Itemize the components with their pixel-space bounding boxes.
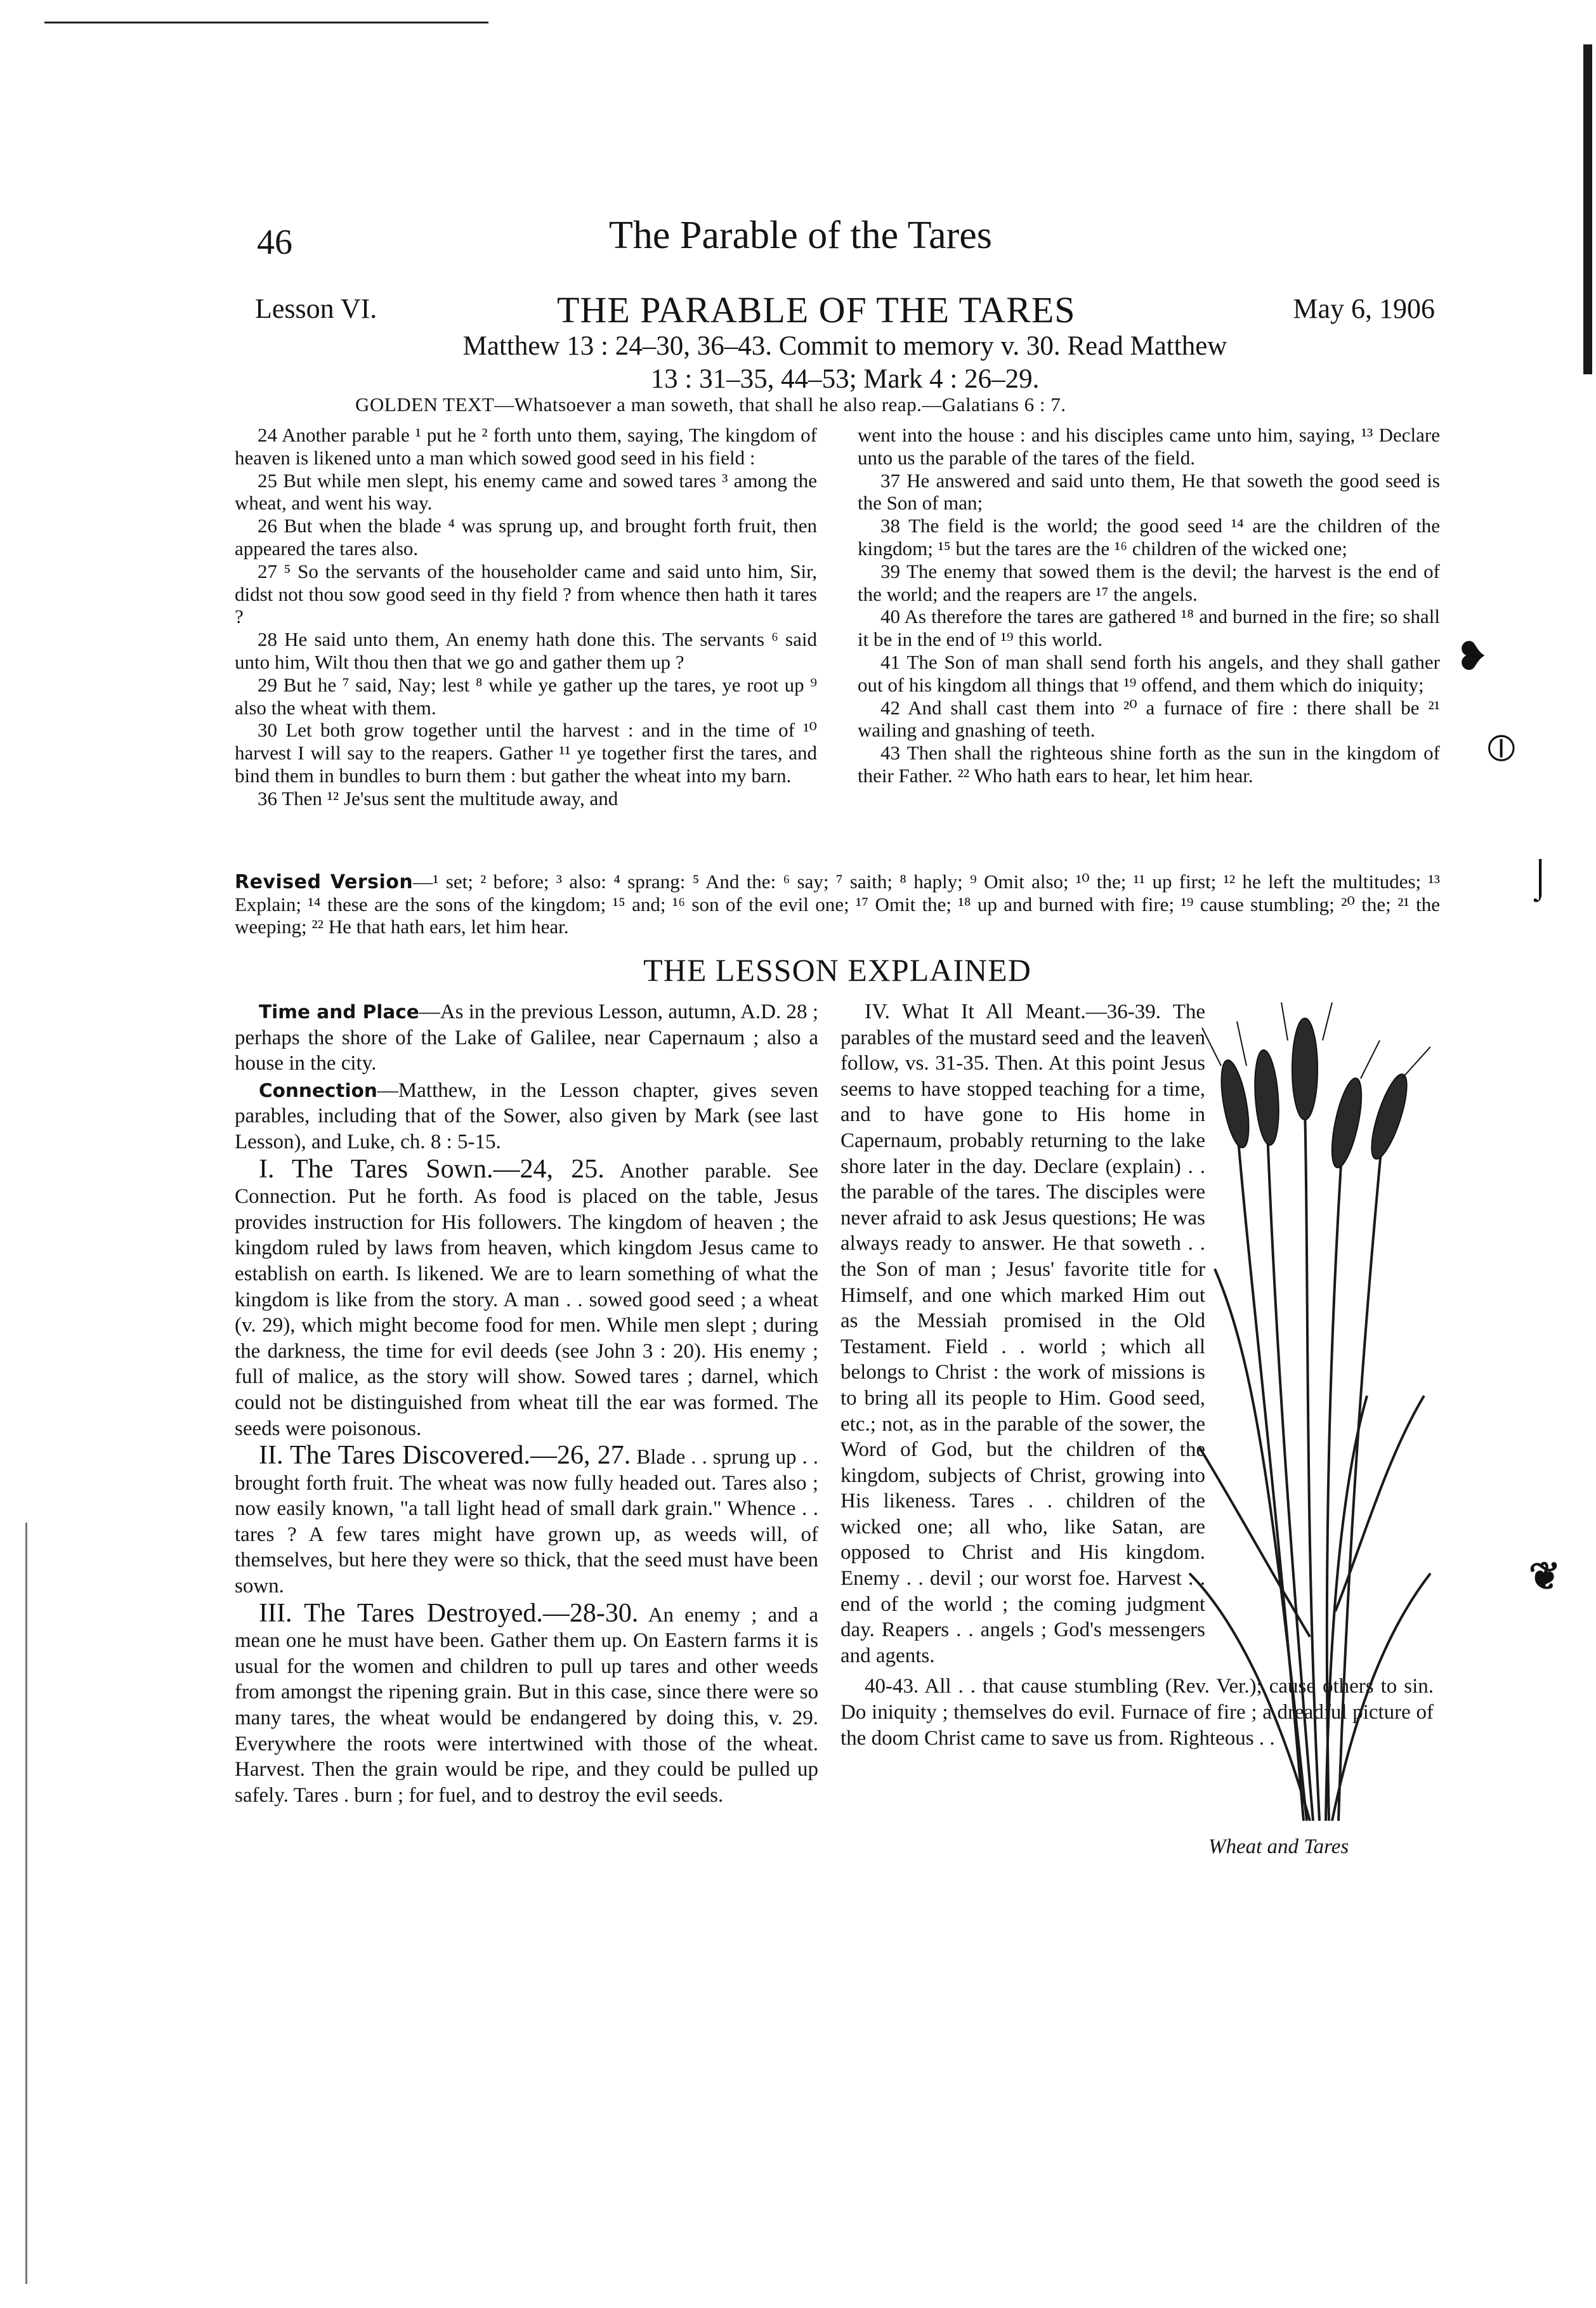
scripture-references xyxy=(255,330,1435,396)
section-text: Blade . . sprung up . . brought forth fruit. The wheat was now fully headed out. Tares also ; now easily known, "a tall light head of small dark grain." Whence . . tares ? A few tares might have grown up, as weeds will, of themselves, but here they were so thick, that the seed must have been sown. xyxy=(235,1446,818,1598)
verse: 36 Then ¹² Je'sus sent the multitude away, and xyxy=(258,787,618,810)
lesson-number: Lesson VI. xyxy=(255,293,377,324)
scripture-text xyxy=(235,424,1440,810)
scripture-left-column xyxy=(235,424,817,810)
top-rule xyxy=(44,22,488,23)
lesson-date: May 6, 1906 xyxy=(1293,293,1435,324)
margin-blot: ❥ xyxy=(1456,636,1488,678)
refs-line-1: Matthew 13 : 24–30, 36–43. Commit to memory v. 30. Read Matthew xyxy=(462,331,1227,361)
lesson-title: THE PARABLE OF THE TARES xyxy=(557,289,1076,331)
section-heading: III. The Tares Destroyed.—28-30. xyxy=(259,1598,639,1628)
paragraph xyxy=(235,1443,818,1599)
verse: 43 Then shall the righteous shine forth as the sun in the kingdom of their Father. ²² Who hath ears to hear, let him hear. xyxy=(858,742,1440,787)
illustration-caption: Wheat and Tares xyxy=(1208,1835,1349,1858)
margin-blot: ⌡ xyxy=(1529,857,1552,899)
paragraph xyxy=(235,1598,818,1809)
paragraph xyxy=(235,1154,819,1442)
verse: 37 He answered and said unto them, He that soweth the good seed is the Son of man; xyxy=(858,469,1440,515)
time-place-text: —As in the previous Lesson, autumn, A.D. 28 ; perhaps the shore of the Lake of Galilee, near Capernaum ; also a house in the city. xyxy=(235,1000,818,1075)
verse: 39 The enemy that sowed them is the devil; the harvest is the end of the world; and the reapers are ¹⁷ the angels. xyxy=(858,560,1440,605)
section-heading: I. The Tares Sown.—24, 25. xyxy=(259,1154,605,1184)
revised-version-text: —¹ set; ² before; ³ also: ⁴ sprang: ⁵ And the: ⁶ say; ⁷ saith; ⁸ haply; ⁹ Omit also; ¹⁰ the; ¹¹ up first; ¹² he left the multitudes; ¹³ Explain; ¹⁴ these are the sons of the kingdom; ¹⁵ and; ¹⁶ son of the evil one; ¹⁷ Omit the; ¹⁸ up and burned with fire; ¹⁹ cause stumbling; ²⁰ the; ²¹ the weeping; ²² He that hath ears, let him hear. xyxy=(235,870,1440,938)
scripture-right-column xyxy=(858,424,1440,810)
paragraph xyxy=(841,999,1205,1669)
paragraph xyxy=(235,999,818,1077)
paragraph xyxy=(235,1078,818,1155)
section-text: An enemy ; and a mean one he must have been. Gather them up. On Eastern farms it is usual for the women and children to pull up tares and other weeds from amongst the ripening grain. But in this case, since there were so many tares, the wheat would be endangered by doing this, v. 29. Everywhere the roots were intertwined with those of the wheat. Harvest. Then the grain would be ripe, and they could be pulled up safely. Tares . burn ; for fuel, and to destroy the evil seeds. xyxy=(235,1603,818,1807)
verse: 25 But while men slept, his enemy came and sowed tares ³ among the wheat, and went his way. xyxy=(235,469,817,515)
verse: 41 The Son of man shall send forth his angels, and they shall gather out of his kingdom all things that ¹⁹ offend, and them which do iniquity; xyxy=(858,650,1440,696)
section-text: Another parable. See Connection. Put he forth. As food is placed on the table, Jesus provides instruction for His followers. The kingdom of heaven ; the kingdom ruled by laws from heaven, which kingdom Jesus came to establish on earth. Is likened. We are to learn something of what the kingdom is like from the story. A man . . sowed good seed ; a wheat (v. 29), which might become food for men. While men slept ; during the darkness, the time for evil deeds (see John 3 : 20). His enemy ; full of malice, as the story will show. Sowed tares ; darnel, which could not be distinguished from wheat till the ear was formed. The seeds were poisonous. xyxy=(235,1159,819,1440)
running-head: The Parable of the Tares xyxy=(609,214,992,257)
verse: 28 He said unto them, An enemy hath done this. The servants ⁶ said unto him, Wilt thou then that we go and gather them up ? xyxy=(235,628,817,673)
section-text: —36-39. The parables of the mustard seed and the leaven follow, vs. 31-35. Then. At this point Jesus seems to have stopped teaching for a time, and to have gone to His home in Capernaum, probably returning to the lake shore later in the day. Declare (explain) . . the parable of the tares. The disciples were never afraid to ask Jesus questions; He was always ready to answer. He that soweth . . the Son of man ; Jesus' favorite title for Himself, and one which marked Him out as the Messiah promised in the Old Testament. Field . . world ; which all belongs to Christ : the work of missions is to bring all its people to Him. Good seed, etc.; not, as in the parable of the sower, the Word of God, but the children of the kingdom, subjects of Christ, growing into His likeness. Tares . . children of the wicked one; all who, like Satan, are opposed to Christ and His kingdom. Enemy . . devil ; our worst foe. Harvest . . end of the world ; the coming judgment day. Reapers . . angels ; God's messengers and agents. xyxy=(841,1000,1205,1667)
section-heading: IV. What It All Meant. xyxy=(865,1000,1086,1023)
refs-line-2: 13 : 31–35, 44–53; Mark 4 : 26–29. xyxy=(650,364,1040,394)
margin-blot: ⦶ xyxy=(1488,727,1515,769)
time-place-label: Time and Place xyxy=(259,1001,419,1023)
margin-speck xyxy=(25,1523,27,2284)
page-number: 46 xyxy=(257,223,292,262)
explanation-left-column xyxy=(235,999,818,1809)
margin-blot: ❦ xyxy=(1529,1556,1561,1597)
verse: 29 But he ⁷ said, Nay; lest ⁸ while ye gather up the tares, ye root up ⁹ also the wheat with them. xyxy=(235,673,817,719)
wheat-and-tares-illustration xyxy=(1177,1002,1443,1827)
golden-text: GOLDEN TEXT—Whatsoever a man soweth, that shall he also reap.—Galatians 6 : 7. xyxy=(355,393,1066,416)
verse: went into the house : and his disciples came unto him, saying, ¹³ Declare unto us the parable of the tares of the field. xyxy=(858,424,1440,469)
verse: 24 Another parable ¹ put he ² forth unto them, saying, The kingdom of heaven is likened unto a man which sowed good seed in his field : xyxy=(235,424,817,469)
section-title: THE LESSON EXPLAINED xyxy=(643,952,1031,988)
lesson-header xyxy=(255,289,1435,333)
revised-version-notes xyxy=(235,870,1440,938)
verse: 40 As therefore the tares are gathered ¹⁸ and burned in the fire; so shall it be in the end of ¹⁹ this world. xyxy=(858,605,1440,651)
verse: 38 The field is the world; the good seed ¹⁴ are the children of the kingdom; ¹⁵ but the tares are the ¹⁶ children of the wicked one; xyxy=(858,515,1440,560)
section-heading: II. The Tares Discovered.—26, 27. xyxy=(259,1441,631,1471)
scan-edge xyxy=(1583,44,1592,374)
verse: 27 ⁵ So the servants of the householder came and said unto him, Sir, didst not thou sow good seed in thy field ? from whence then hath it tares ? xyxy=(235,560,817,628)
connection-text: —Matthew, in the Lesson chapter, gives seven parables, including that of the Sower, also given by Mark (see last Lesson), and Luke, ch. 8 : 5-15. xyxy=(235,1079,818,1153)
connection-label: Connection xyxy=(259,1079,377,1101)
narrow-text-block xyxy=(841,999,1205,1669)
verse: 30 Let both grow together until the harvest : and in the time of ¹⁰ harvest I will say to the reapers. Gather ¹¹ ye together first the tares, and bind them in bundles to burn them : but gather the wheat into my barn. xyxy=(235,719,817,787)
revised-version-label: Revised Version xyxy=(235,871,414,893)
verse: 26 But when the blade ⁴ was sprung up, and brought forth fruit, then appeared the tares also. xyxy=(235,515,817,560)
paragraph: 40-43. All . . that cause stumbling (Rev. Ver.); cause others to sin. Do iniquity ; themselves do evil. Furnace of fire ; a dreadful picture of the doom Christ came to save us from. Righteous . . xyxy=(841,1675,1434,1750)
verse: 42 And shall cast them into ²⁰ a furnace of fire : there shall be ²¹ wailing and gnashing of teeth. xyxy=(858,696,1440,742)
